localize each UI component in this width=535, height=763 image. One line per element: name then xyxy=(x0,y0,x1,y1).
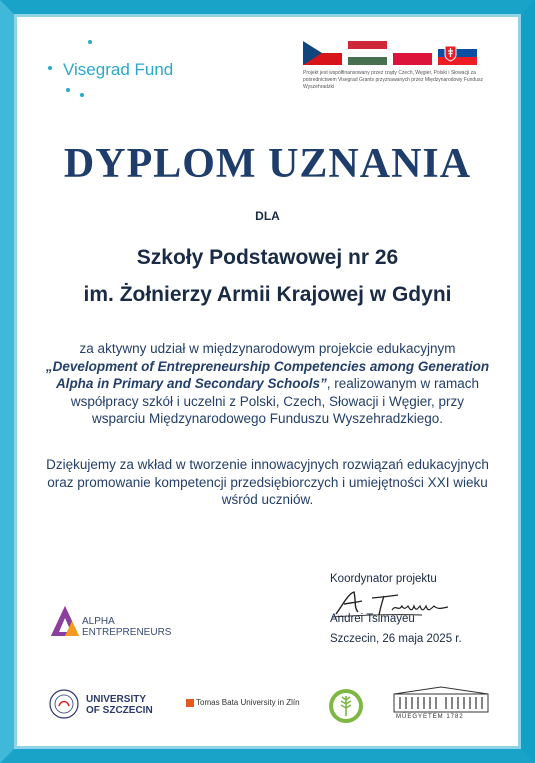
recipient-line-1: Szkoły Podstawowej nr 26 xyxy=(136,246,399,269)
budapest-muegyetem-logo xyxy=(392,686,490,724)
alpha-logo-line-1: ALPHA xyxy=(82,616,115,627)
usz-seal-icon xyxy=(48,688,80,720)
place-and-date: Szczecin, 26 maja 2025 r. xyxy=(330,633,462,645)
building-icon xyxy=(392,686,490,714)
agricultural-university-logo xyxy=(328,688,364,724)
acknowledgement-paragraph xyxy=(45,340,490,428)
partner-flags xyxy=(303,41,476,67)
paragraph-text: , realizowanym w ramach współpracy szkół i uczelni z Polski, Czech, Słowacji i Węgier, przy wsparciu Międzynarodowego Funduszu Wyszehradzkiego. xyxy=(70,376,480,426)
recipient-line-2: im. Żołnierzy Armii Krajowej w Gdyni xyxy=(83,283,452,306)
project-title: „Development of Entrepreneurship Competencies among Generation Alpha in Primary and Secondary Schools” xyxy=(45,358,490,391)
tbu-mark-icon xyxy=(186,699,194,707)
usz-line-1: UNIVERSITY xyxy=(86,694,147,705)
coordinator-name: Andrei Tsimayeu xyxy=(330,613,415,625)
alpha-logo-line-2: ENTREPRENEURS xyxy=(82,627,172,638)
tbu-label: Tomas Bata University in Zlín xyxy=(196,698,300,707)
thanks-paragraph: Dziękujemy za wkład w tworzenie innowacyjnych rozwiązań edukacyjnych oraz promowanie kompetencji przedsiębiorczych i umiejętności XXI wieku wśród uczniów. xyxy=(46,457,489,507)
slovakia-flag-icon xyxy=(438,41,477,65)
poland-flag-icon xyxy=(393,41,432,65)
diploma-title: DYPLOM UZNANIA xyxy=(63,141,472,187)
alpha-triangle-icon xyxy=(50,604,80,638)
coordinator-role: Koordynator projektu xyxy=(330,573,437,585)
hungary-flag-icon xyxy=(348,41,387,65)
czech-flag-icon xyxy=(303,41,342,65)
tomas-bata-university-logo xyxy=(186,698,300,707)
usz-line-2: OF SZCZECIN xyxy=(86,705,153,716)
alpha-entrepreneurs-logo xyxy=(50,604,180,644)
project-funding-note: Projekt jest współfinansowany przez rządy Czech, Węgier, Polski i Słowacji za pośrednictwem Visegrad Grants przyznawanych przez Międzynarodowy Fundusz Wyszehradzki xyxy=(303,70,483,90)
visegrad-fund-label: Visegrad Fund xyxy=(63,60,174,79)
paragraph-text: za aktywny udział w międzynarodowym projekcie edukacyjnym xyxy=(79,341,456,356)
muegyetem-label: MŰEGYETEM 1782 xyxy=(396,714,464,720)
wheat-seal-icon xyxy=(328,688,364,724)
for-label: DLA xyxy=(255,209,280,223)
university-of-szczecin-logo xyxy=(48,688,158,722)
